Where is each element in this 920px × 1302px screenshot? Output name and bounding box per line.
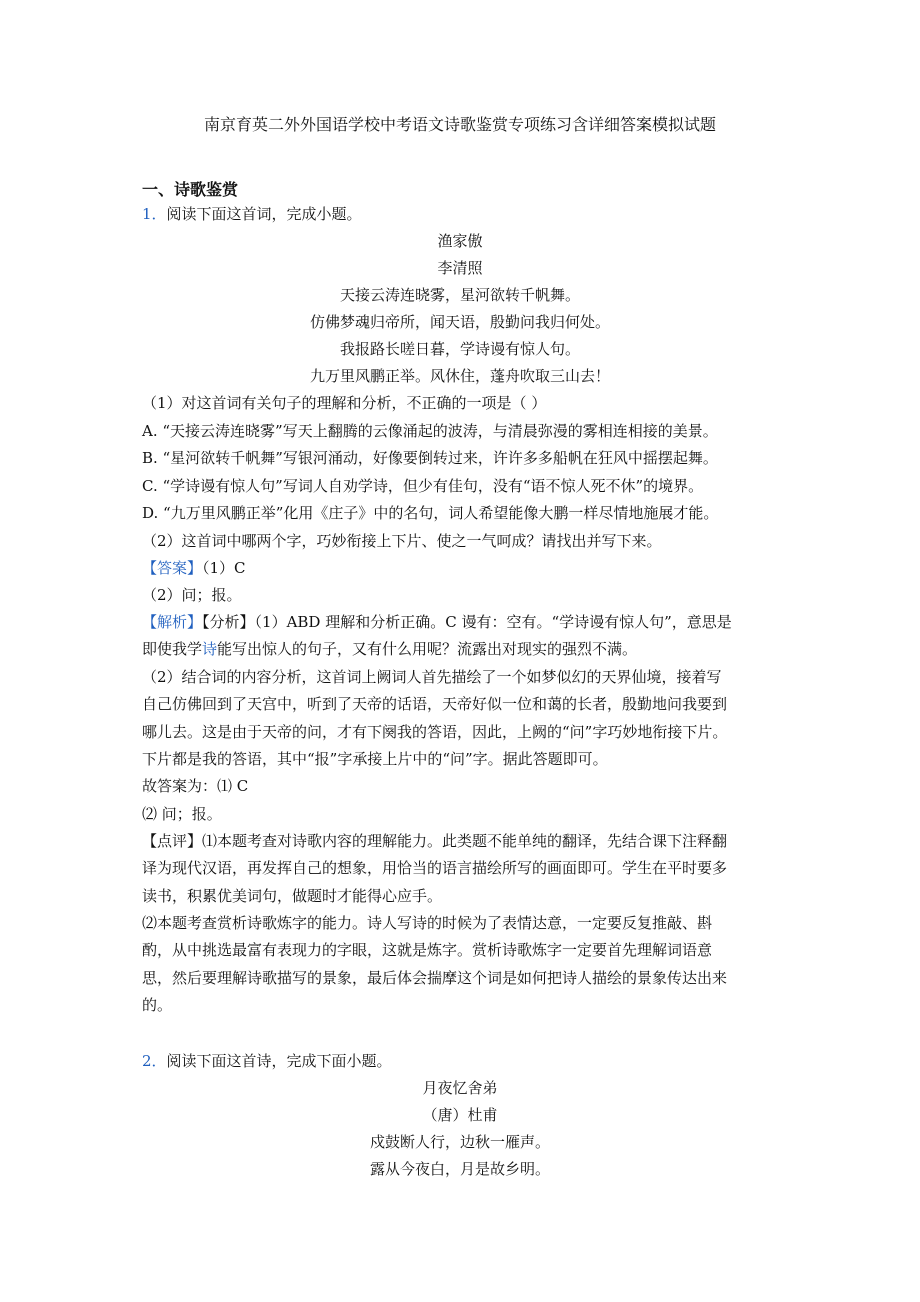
analysis-text: （1）ABD 理解和分析正确。C 谩有：空有。“学诗谩有惊人句”，意思是 — [254, 613, 732, 631]
poem-line: 天接云涛连晓雾，星河欲转千帆舞。 — [339, 286, 580, 304]
section-heading: 一、诗歌鉴赏 — [142, 180, 239, 199]
analysis-subtag: 【分析】 — [202, 613, 255, 631]
analysis-line-2 — [142, 638, 637, 660]
sub-question-1: （1）对这首词有关句子的理解和分析，不正确的一项是（ ） — [142, 394, 547, 412]
question-number: 1． — [142, 205, 167, 223]
analysis-text: 即使我学 — [142, 640, 203, 658]
question-2 — [142, 1050, 392, 1072]
keyword-link[interactable]: 诗 — [202, 640, 218, 658]
comment-line: ⑵本题考查赏析诗歌炼字的能力。诗人写诗的时候为了表情达意，一定要反复推敲、斟 — [142, 914, 713, 932]
sub-question-2: （2）这首词中哪两个字，巧妙衔接上下片、使之一气呵成？请找出并写下来。 — [142, 532, 662, 550]
option-d: D. “九万里风鹏正举”化用《庄子》中的名句，词人希望能像大鹏一样尽情地施展才能。 — [142, 504, 719, 522]
poem-author: 李清照 — [437, 259, 483, 277]
comment-line: 读书，积累优美词句，做题时才能得心应手。 — [142, 887, 443, 905]
comment-line: 的。 — [142, 996, 173, 1014]
poem-title: 渔家傲 — [437, 232, 483, 250]
analysis-line-1 — [142, 611, 732, 633]
answer-tag: 【答案】 — [142, 559, 203, 577]
document-title: 南京育英二外外国语学校中考语文诗歌鉴赏专项练习含详细答案模拟试题 — [203, 115, 716, 134]
poem-line: 九万里风鹏正举。风休住，蓬舟吹取三山去！ — [309, 367, 610, 385]
analysis-paragraph-line: 自己仿佛回到了天宫中，听到了天帝的话语，天帝好似一位和蔼的长者，殷勤地问我要到 — [142, 695, 728, 713]
answer-2: （2）问；报。 — [142, 586, 242, 604]
question-1 — [142, 203, 362, 225]
final-answer-2: ⑵ 问；报。 — [142, 805, 222, 823]
poem-author: （唐）杜甫 — [422, 1106, 498, 1124]
analysis-text: 能写出惊人的句子，又有什么用呢？流露出对现实的强烈不满。 — [217, 640, 638, 658]
analysis-tag: 【解析】 — [142, 613, 203, 631]
comment-line: 酌，从中挑选最富有表现力的字眼，这就是炼字。赏析诗歌炼字一定要首先理解词语意 — [142, 941, 713, 959]
poem-line: 露从今夜白，月是故乡明。 — [369, 1160, 550, 1178]
comment-line: 译为现代汉语，再发挥自己的想象，用恰当的语言描绘所写的画面即可。学生在平时要多 — [142, 859, 728, 877]
question-prompt: 阅读下面这首诗，完成下面小题。 — [166, 1052, 392, 1070]
option-b: B. “星河欲转千帆舞”写银河涌动，好像要倒转过来，许许多多船帆在狂风中摇摆起舞。 — [142, 449, 718, 467]
final-answer-label: 故答案为：⑴ C — [142, 777, 249, 795]
poem-line: 戍鼓断人行，边秋一雁声。 — [369, 1133, 550, 1151]
answer-1: （1）C — [202, 559, 246, 577]
option-a: A. “天接云涛连晓雾”写天上翻腾的云像涌起的波涛，与清晨弥漫的雾相连相接的美景。 — [142, 422, 718, 440]
poem-line: 仿佛梦魂归帝所，闻天语，殷勤问我归何处。 — [309, 313, 610, 331]
answer-line — [142, 557, 246, 579]
poem-title: 月夜忆舍弟 — [422, 1079, 498, 1097]
comment-line: 思，然后要理解诗歌描写的景象，最后体会揣摩这个词是如何把诗人描绘的景象传达出来 — [142, 969, 728, 987]
question-number: 2． — [142, 1052, 167, 1070]
poem-line: 我报路长嗟日暮，学诗谩有惊人句。 — [339, 340, 580, 358]
analysis-paragraph-line: 哪儿去。这是由于天帝的问，才有下阕我的答语，因此，上阙的“问”字巧妙地衔接下片。 — [142, 723, 728, 741]
analysis-paragraph-line: （2）结合词的内容分析，这首词上阙词人首先描绘了一个如梦似幻的天界仙境，接着写 — [142, 668, 722, 686]
question-prompt: 阅读下面这首词，完成小题。 — [166, 205, 362, 223]
comment-line: 【点评】⑴本题考查对诗歌内容的理解能力。此类题不能单纯的翻译，先结合课下注释翻 — [142, 832, 728, 850]
option-c: C. “学诗谩有惊人句”写词人自劝学诗，但少有佳句，没有“语不惊人死不休”的境界。 — [142, 477, 704, 495]
analysis-paragraph-line: 下片都是我的答语，其中“报”字承接上片中的“问”字。据此答题即可。 — [142, 750, 608, 768]
